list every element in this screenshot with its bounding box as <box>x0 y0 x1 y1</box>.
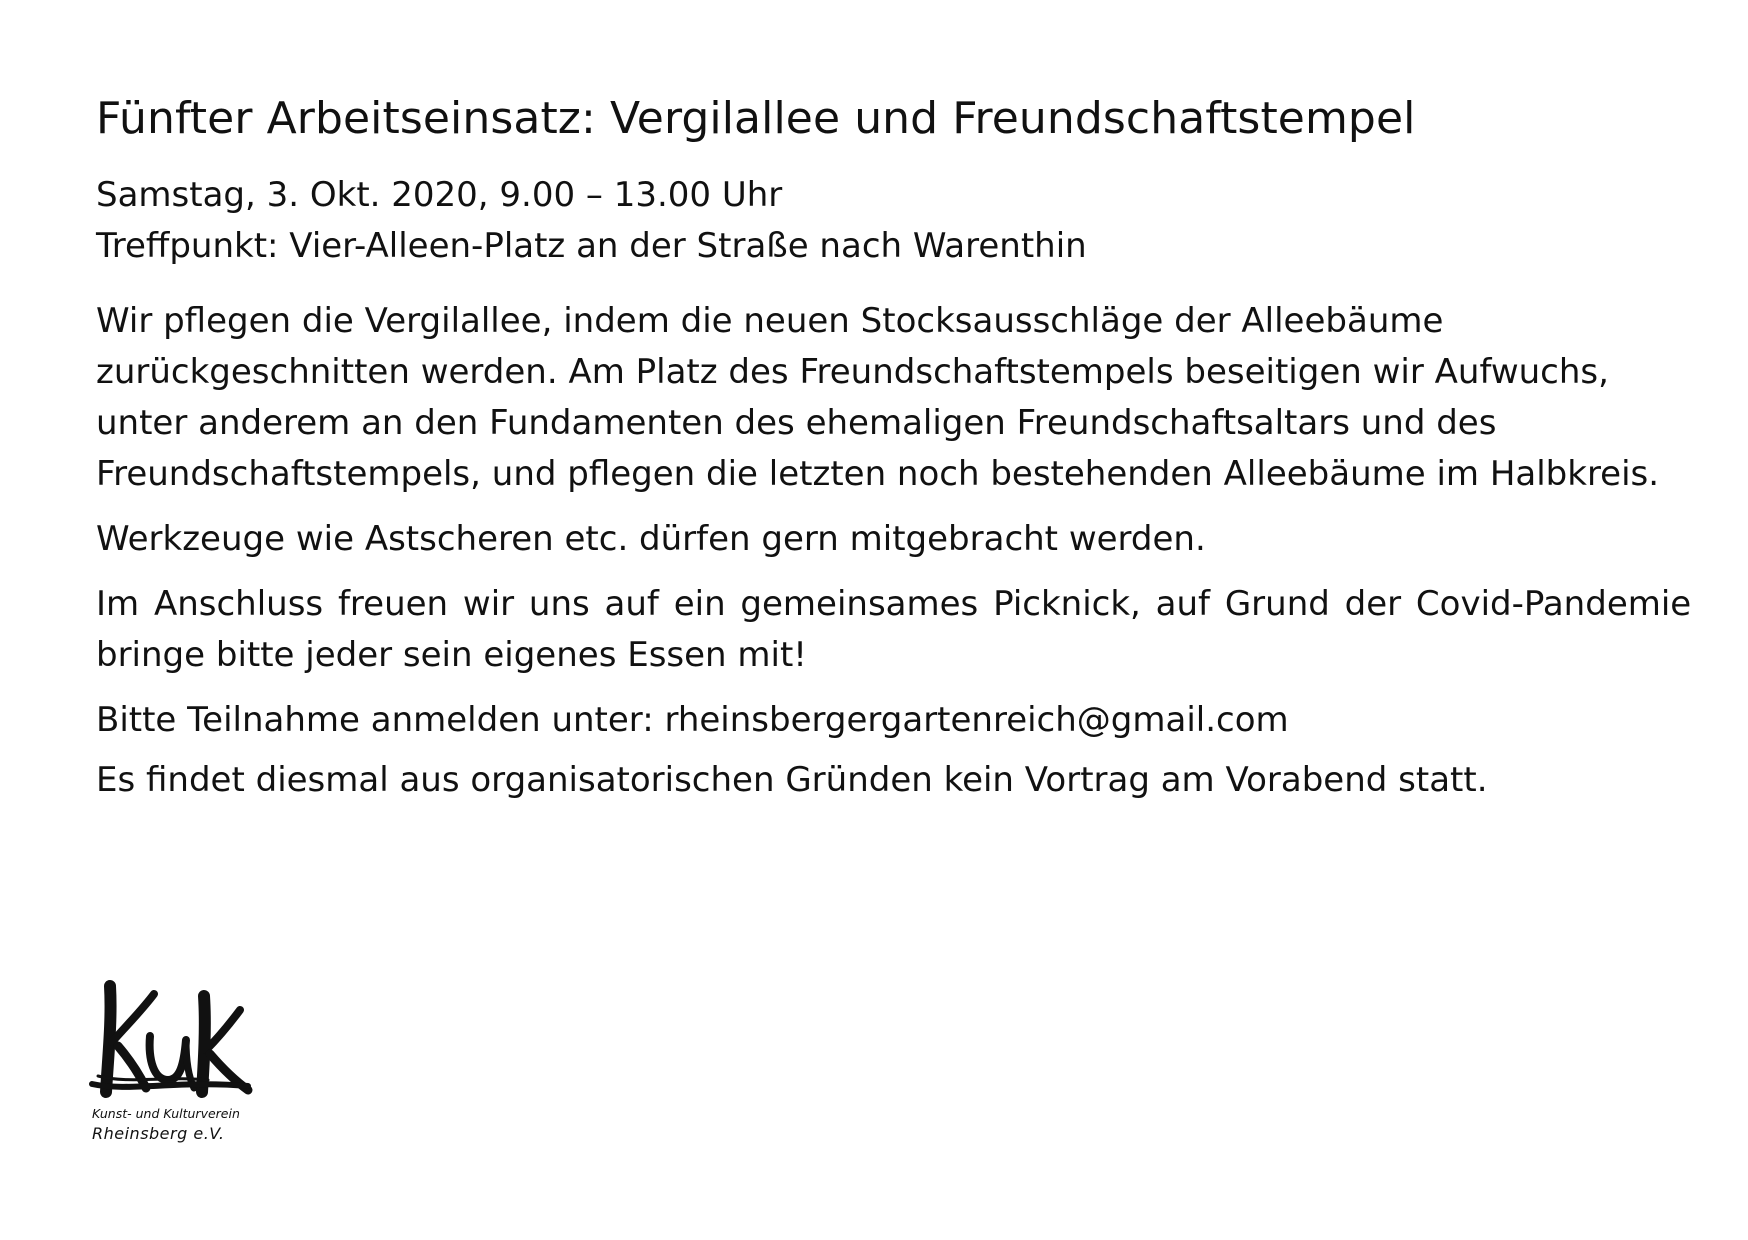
event-meta <box>96 170 1664 272</box>
picnic-line: Im Anschluss freuen wir uns auf ein gemeinsames Picknick, auf Grund der Covid-Pandemie <box>96 584 1692 624</box>
event-meeting-point: Treffpunkt: Vier-Alleen-Platz an der Straße nach Warenthin <box>96 226 1087 266</box>
registration-paragraph: Bitte Teilnahme anmelden unter: rheinsbergergartenreich@gmail.com <box>96 700 1289 740</box>
description-line: Freundschaftstempels, und pflegen die letzten noch bestehenden Alleebäume im Halbkreis. <box>96 454 1660 494</box>
tools-paragraph: Werkzeuge wie Astscheren etc. dürfen gern mitgebracht werden. <box>96 519 1206 559</box>
picnic-paragraph <box>96 579 1692 681</box>
note-paragraph: Es findet diesmal aus organisatorischen Gründen kein Vortrag am Vorabend statt. <box>96 760 1488 800</box>
document-content <box>96 84 1692 820</box>
description-line: Wir pflegen die Vergilallee, indem die neuen Stocksausschläge der Alleebäume <box>96 301 1444 341</box>
kuk-logo-mark <box>88 980 268 1108</box>
document-title: Fünfter Arbeitseinsatz: Vergilallee und Freundschaftstempel <box>96 93 1416 144</box>
logo-caption-line2: Rheinsberg e.V. <box>92 1123 225 1143</box>
picnic-line: bringe bitte jeder sein eigenes Essen mit! <box>96 635 807 675</box>
description-line: unter anderem an den Fundamenten des ehemaligen Freundschaftsaltars und des <box>96 403 1497 443</box>
kuk-logo <box>88 980 268 1150</box>
logo-caption-line1: Kunst- und Kulturverein <box>92 1106 240 1121</box>
description-line: zurückgeschnitten werden. Am Platz des Freundschaftstempels beseitigen wir Aufwuchs, <box>96 352 1609 392</box>
description-paragraph <box>96 296 1664 500</box>
logo-caption <box>92 1108 240 1142</box>
event-date: Samstag, 3. Okt. 2020, 9.00 – 13.00 Uhr <box>96 175 783 215</box>
